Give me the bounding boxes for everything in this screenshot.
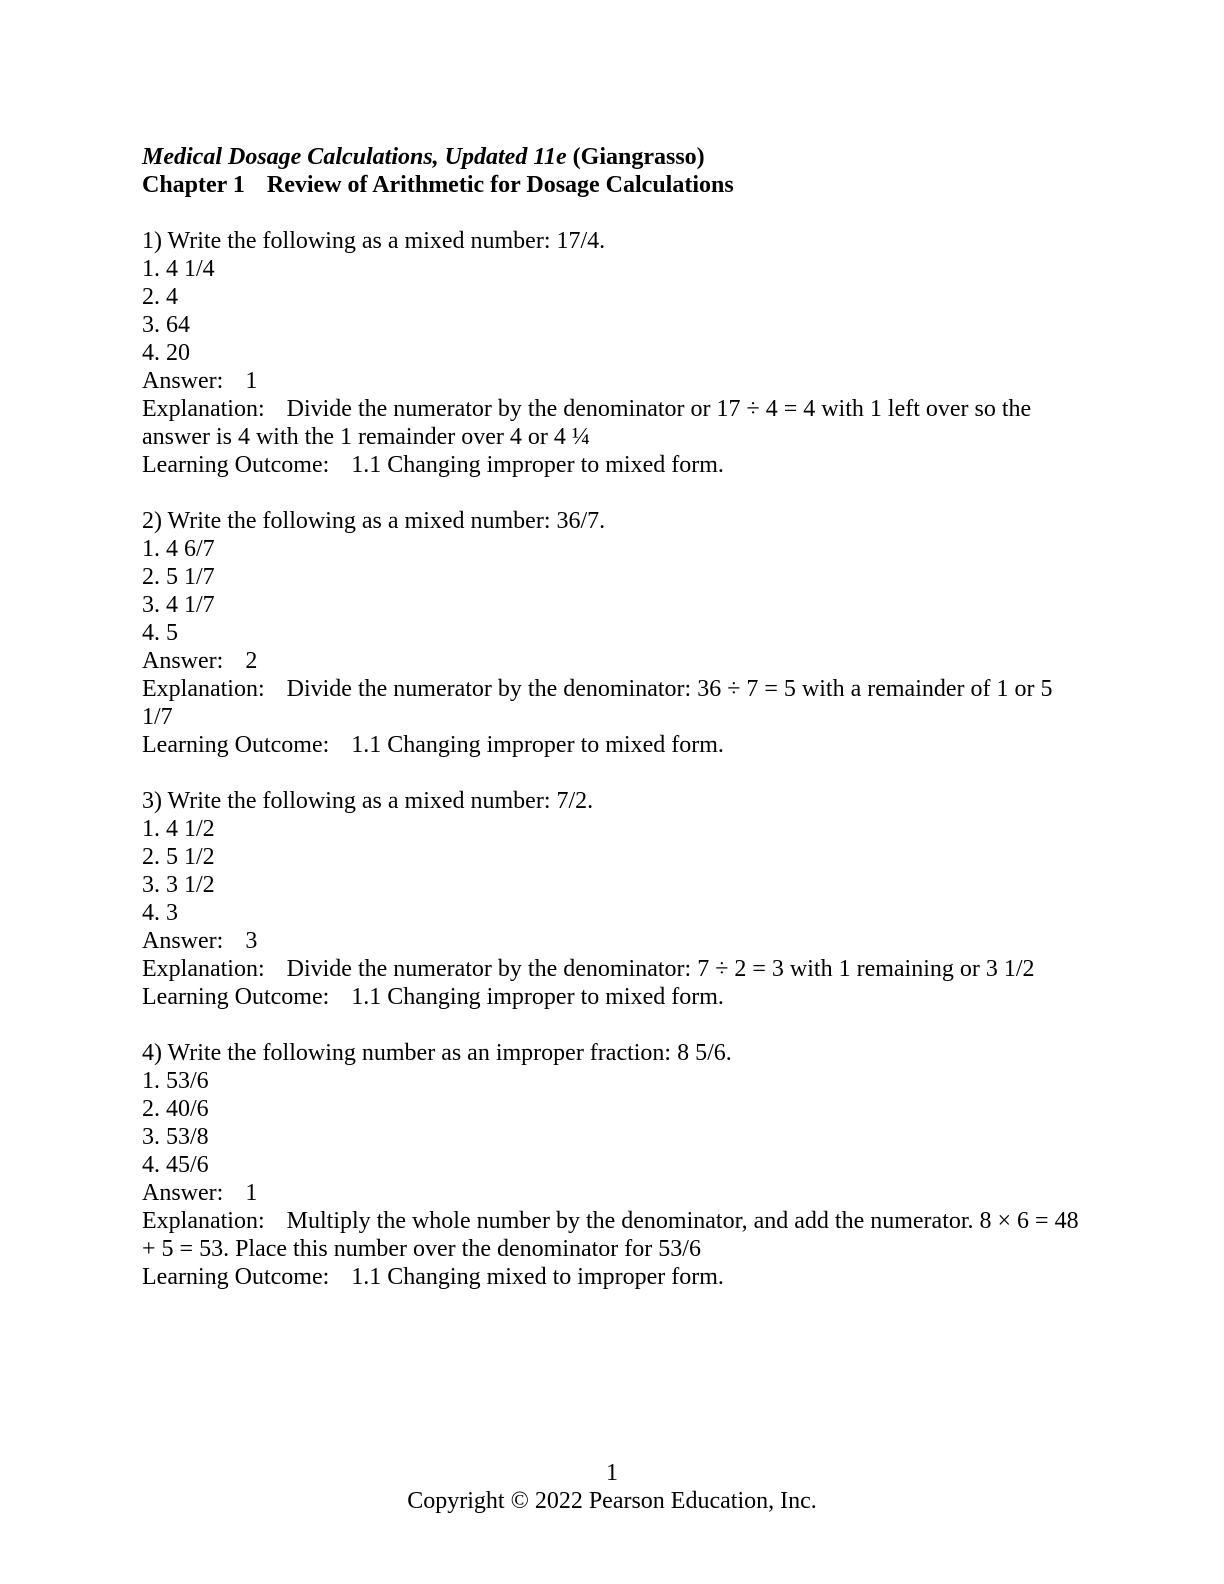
choice-option: 4. 45/6 bbox=[142, 1152, 209, 1178]
choice-option: 4. 3 bbox=[142, 900, 178, 926]
answer-line bbox=[142, 367, 1084, 395]
choice-option: 3. 4 1/7 bbox=[142, 592, 215, 618]
book-author: (Giangrasso) bbox=[572, 144, 705, 170]
explanation-text: Divide the numerator by the denominator: 7 ÷ 2 = 3 with 1 remaining or 3 1/2 bbox=[286, 956, 1035, 982]
question-prompt: 4) Write the following number as an improper fraction: 8 5/6. bbox=[142, 1040, 732, 1066]
answer-value: 1 bbox=[245, 368, 258, 394]
answer-label: Answer: bbox=[142, 1180, 224, 1206]
learning-outcome-label: Learning Outcome: bbox=[142, 732, 330, 758]
chapter-line bbox=[142, 171, 1084, 199]
learning-outcome-line bbox=[142, 451, 1084, 479]
question-block-3 bbox=[142, 787, 1084, 1011]
learning-outcome-text: 1.1 Changing improper to mixed form. bbox=[351, 984, 724, 1010]
explanation-line bbox=[142, 395, 1084, 451]
choice-option: 4. 20 bbox=[142, 340, 190, 366]
choice-option: 4. 5 bbox=[142, 620, 178, 646]
answer-line bbox=[142, 927, 1084, 955]
explanation-label: Explanation: bbox=[142, 1208, 265, 1234]
explanation-text: Divide the numerator by the denominator or 17 ÷ 4 = 4 with 1 left over so the answer is 4 with the 1 remainder over 4 or 4 ¼ bbox=[142, 396, 1032, 450]
document-header bbox=[142, 143, 1084, 199]
choice-option: 1. 53/6 bbox=[142, 1068, 209, 1094]
page-content bbox=[142, 143, 1084, 1291]
choice-option: 2. 4 bbox=[142, 284, 178, 310]
copyright-notice: Copyright © 2022 Pearson Education, Inc. bbox=[407, 1488, 817, 1514]
answer-value: 2 bbox=[245, 648, 258, 674]
answer-value: 3 bbox=[245, 928, 258, 954]
question-block-4 bbox=[142, 1039, 1084, 1291]
learning-outcome-line bbox=[142, 983, 1084, 1011]
book-title-line bbox=[142, 143, 1084, 171]
answer-value: 1 bbox=[245, 1180, 258, 1206]
learning-outcome-label: Learning Outcome: bbox=[142, 984, 330, 1010]
question-prompt: 3) Write the following as a mixed number: 7/2. bbox=[142, 788, 594, 814]
explanation-line bbox=[142, 1207, 1084, 1263]
answer-label: Answer: bbox=[142, 928, 224, 954]
explanation-text: Divide the numerator by the denominator: 36 ÷ 7 = 5 with a remainder of 1 or 5 1/7 bbox=[142, 676, 1053, 730]
page-footer bbox=[0, 1459, 1224, 1515]
answer-label: Answer: bbox=[142, 368, 224, 394]
choice-option: 2. 40/6 bbox=[142, 1096, 209, 1122]
answer-line bbox=[142, 647, 1084, 675]
explanation-text: Multiply the whole number by the denominator, and add the numerator. 8 × 6 = 48 + 5 = 53. Place this number over the denominator for 53/6 bbox=[142, 1208, 1079, 1262]
question-block-1 bbox=[142, 227, 1084, 479]
learning-outcome-line bbox=[142, 1263, 1084, 1291]
choice-option: 2. 5 1/2 bbox=[142, 844, 215, 870]
choice-option: 3. 53/8 bbox=[142, 1124, 209, 1150]
page-number: 1 bbox=[606, 1460, 618, 1486]
choice-option: 1. 4 1/4 bbox=[142, 256, 215, 282]
choice-option: 3. 64 bbox=[142, 312, 190, 338]
explanation-label: Explanation: bbox=[142, 956, 265, 982]
learning-outcome-label: Learning Outcome: bbox=[142, 452, 330, 478]
learning-outcome-text: 1.1 Changing mixed to improper form. bbox=[351, 1264, 724, 1290]
chapter-label: Chapter 1 bbox=[142, 172, 245, 198]
choice-option: 3. 3 1/2 bbox=[142, 872, 215, 898]
learning-outcome-label: Learning Outcome: bbox=[142, 1264, 330, 1290]
choice-option: 2. 5 1/7 bbox=[142, 564, 215, 590]
question-block-2 bbox=[142, 507, 1084, 759]
explanation-line bbox=[142, 955, 1084, 983]
question-prompt: 2) Write the following as a mixed number: 36/7. bbox=[142, 508, 606, 534]
learning-outcome-line bbox=[142, 731, 1084, 759]
book-title: Medical Dosage Calculations, Updated 11e bbox=[142, 144, 567, 170]
answer-label: Answer: bbox=[142, 648, 224, 674]
question-prompt: 1) Write the following as a mixed number: 17/4. bbox=[142, 228, 606, 254]
explanation-label: Explanation: bbox=[142, 396, 265, 422]
explanation-label: Explanation: bbox=[142, 676, 265, 702]
explanation-line bbox=[142, 675, 1084, 731]
choice-option: 1. 4 1/2 bbox=[142, 816, 215, 842]
learning-outcome-text: 1.1 Changing improper to mixed form. bbox=[351, 732, 724, 758]
learning-outcome-text: 1.1 Changing improper to mixed form. bbox=[351, 452, 724, 478]
chapter-title: Review of Arithmetic for Dosage Calculations bbox=[266, 172, 734, 198]
choice-option: 1. 4 6/7 bbox=[142, 536, 215, 562]
answer-line bbox=[142, 1179, 1084, 1207]
